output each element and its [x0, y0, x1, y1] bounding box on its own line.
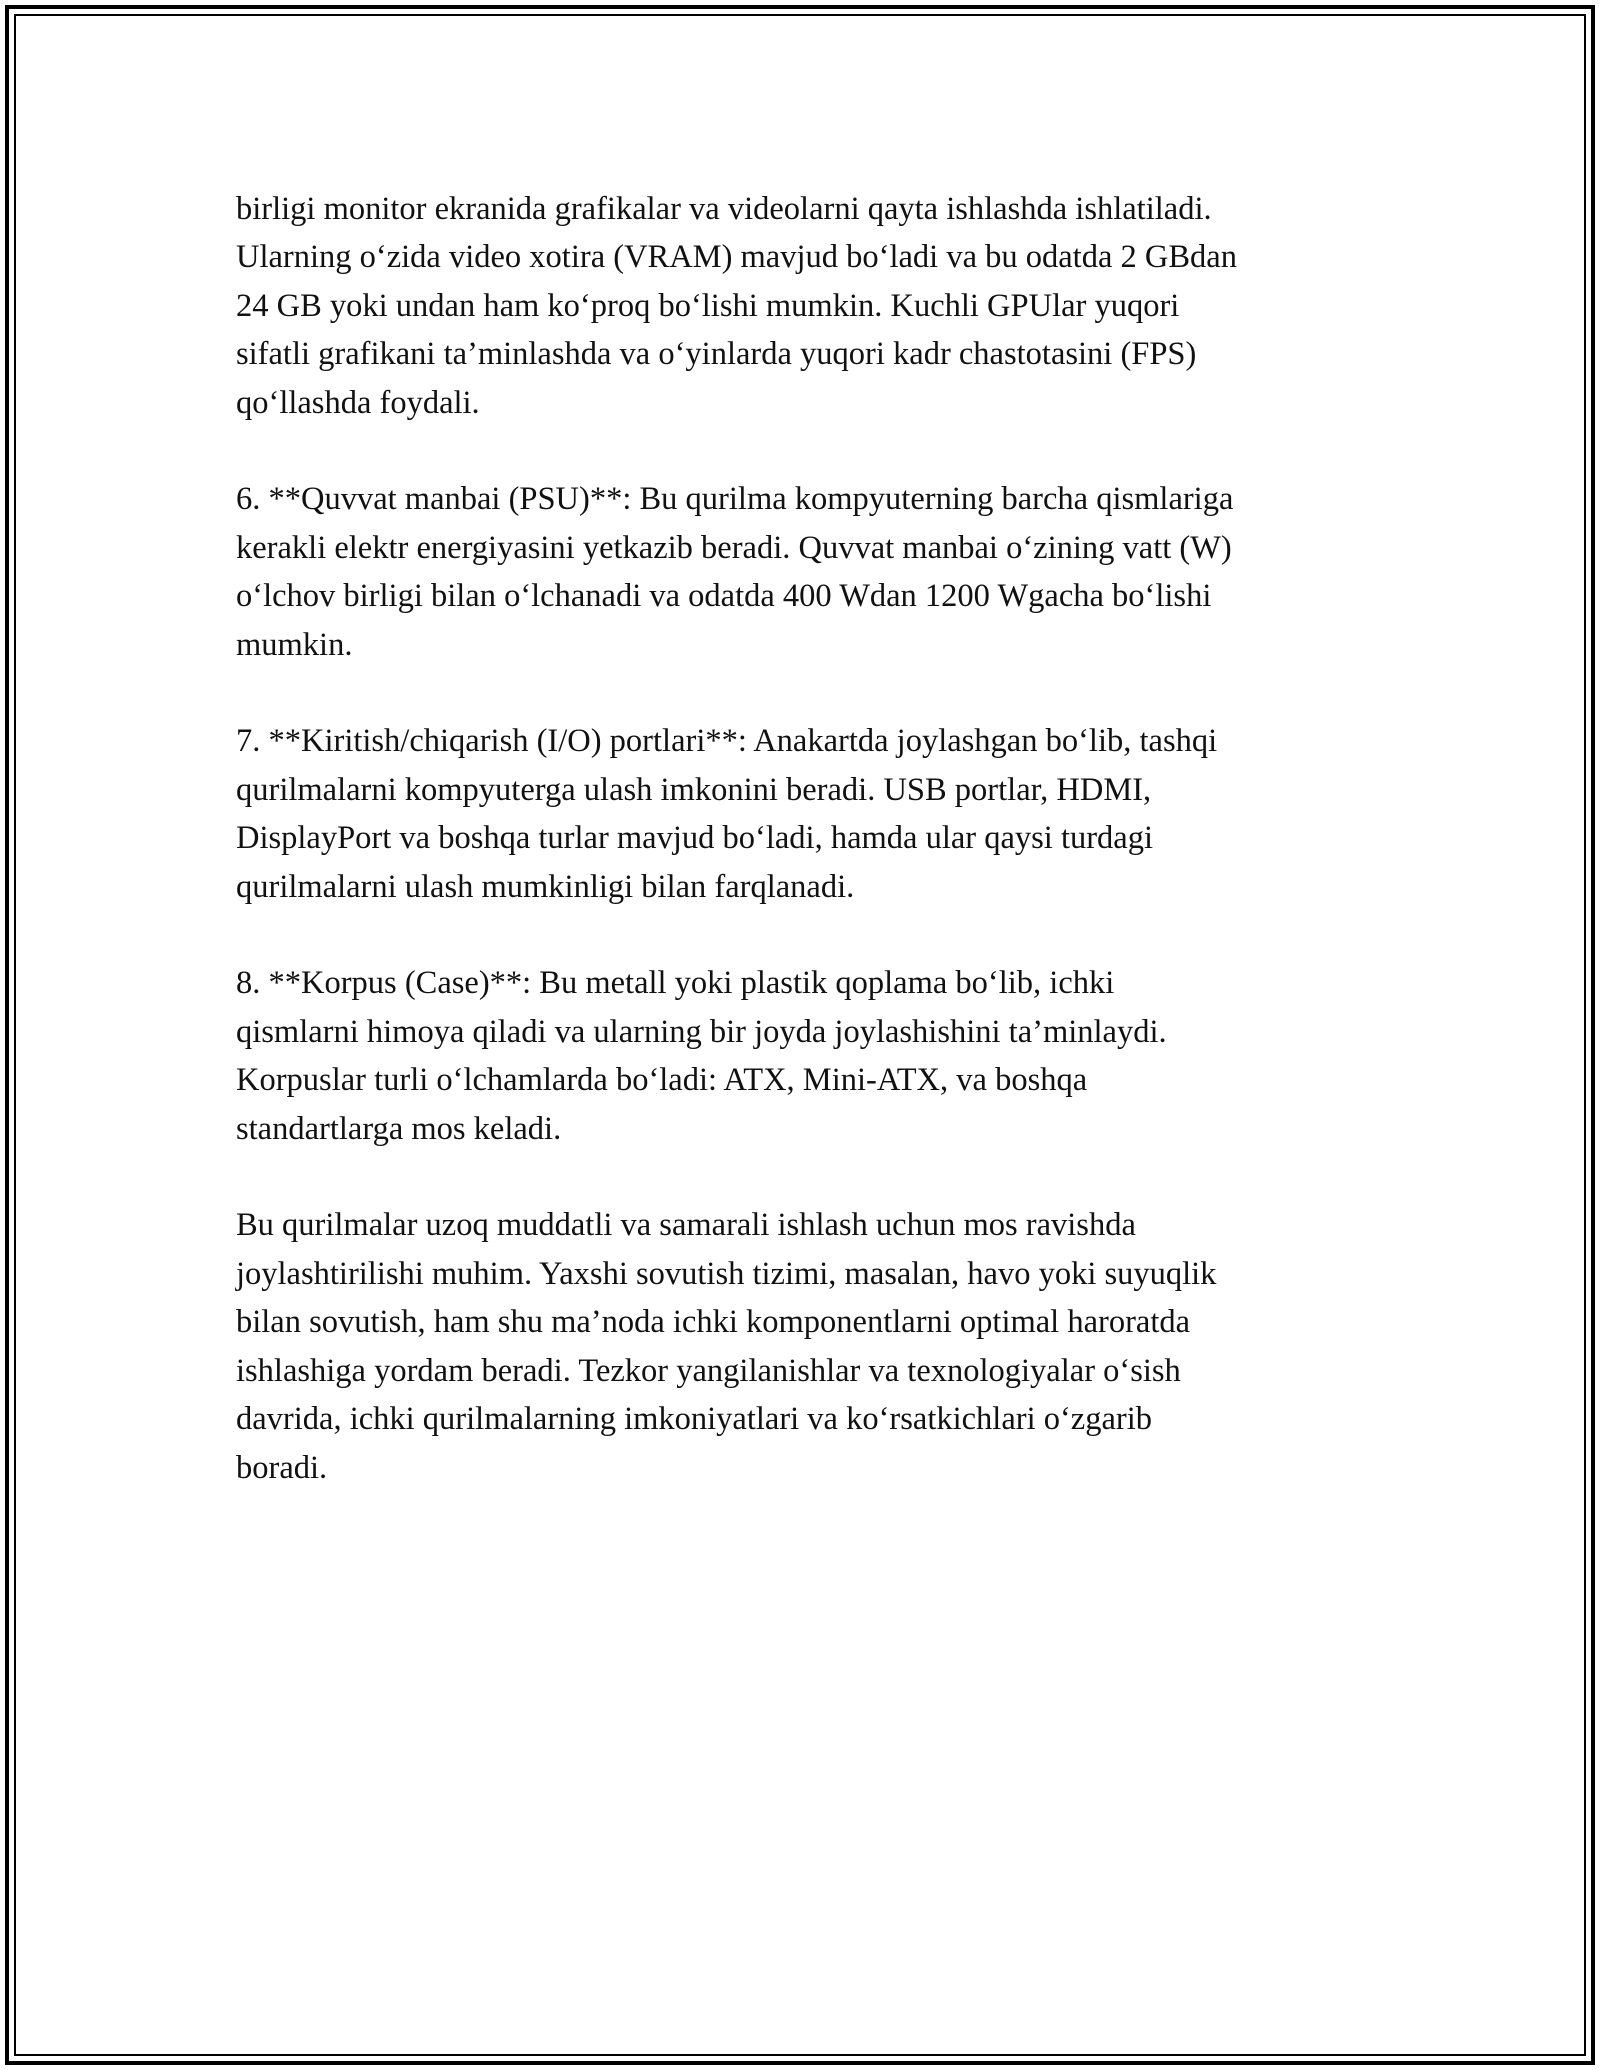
text-line: standartlarga mos keladi. — [236, 1110, 562, 1147]
text-line: ishlashiga yordam beradi. Tezkor yangilanishlar va texnologiyalar o‘sish — [236, 1352, 1181, 1389]
text-line: 8. **Korpus (Case)**: Bu metall yoki plastik qoplama bo‘lib, ichki — [236, 965, 1115, 1002]
text-line: qurilmalarni kompyuterga ulash imkonini beradi. USB portlar, HDMI, — [236, 771, 1152, 808]
text-line: sifatli grafikani ta’minlashda va o‘yinlarda yuqori kadr chastotasini (FPS) — [236, 336, 1197, 373]
text-line: 7. **Kiritish/chiqarish (I/O) portlari**: Anakartda joylashgan bo‘lib, tashqi — [236, 723, 1218, 760]
text-line: mumkin. — [236, 626, 353, 663]
paragraph-io-ports — [236, 717, 1376, 911]
text-line: 6. **Quvvat manbai (PSU)**: Bu qurilma kompyuterning barcha qismlariga — [236, 481, 1234, 518]
text-line: Ularning o‘zida video xotira (VRAM) mavjud bo‘ladi va bu odatda 2 GBdan — [236, 239, 1237, 276]
paragraph-psu — [236, 475, 1376, 669]
paragraph-conclusion — [236, 1201, 1376, 1491]
text-line: joylashtirilishi muhim. Yaxshi sovutish tizimi, masalan, havo yoki suyuqlik — [236, 1255, 1217, 1292]
document-body — [236, 185, 1376, 1540]
text-line: Bu qurilmalar uzoq muddatli va samarali ishlash uchun mos ravishda — [236, 1207, 1136, 1244]
text-line: qismlarni himoya qiladi va ularning bir joyda joylashishini ta’minlaydi. — [236, 1013, 1167, 1050]
text-line: birligi monitor ekranida grafikalar va videolarni qayta ishlashda ishlatiladi. — [236, 191, 1212, 227]
text-line: Korpuslar turli o‘lchamlarda bo‘ladi: ATX, Mini-ATX, va boshqa — [236, 1062, 1088, 1099]
text-line: bilan sovutish, ham shu ma’noda ichki komponentlarni optimal haroratda — [236, 1304, 1191, 1341]
paragraph-case — [236, 959, 1376, 1153]
text-line: DisplayPort va boshqa turlar mavjud bo‘ladi, hamda ular qaysi turdagi — [236, 820, 1154, 857]
text-line: 24 GB yoki undan ham ko‘proq bo‘lishi mumkin. Kuchli GPUlar yuqori — [236, 287, 1180, 324]
text-line: o‘lchov birligi bilan o‘lchanadi va odatda 400 Wdan 1200 Wgacha bo‘lishi — [236, 578, 1212, 615]
text-line: qurilmalarni ulash mumkinligi bilan farqlanadi. — [236, 868, 855, 905]
paragraph-gpu-continuation — [236, 185, 1376, 427]
text-line: boradi. — [236, 1449, 328, 1486]
text-line: kerakli elektr energiyasini yetkazib beradi. Quvvat manbai o‘zining vatt (W) — [236, 529, 1232, 566]
text-line: qo‘llashda foydali. — [236, 384, 480, 421]
text-line: davrida, ichki qurilmalarning imkoniyatlari va ko‘rsatkichlari o‘zgarib — [236, 1401, 1153, 1438]
